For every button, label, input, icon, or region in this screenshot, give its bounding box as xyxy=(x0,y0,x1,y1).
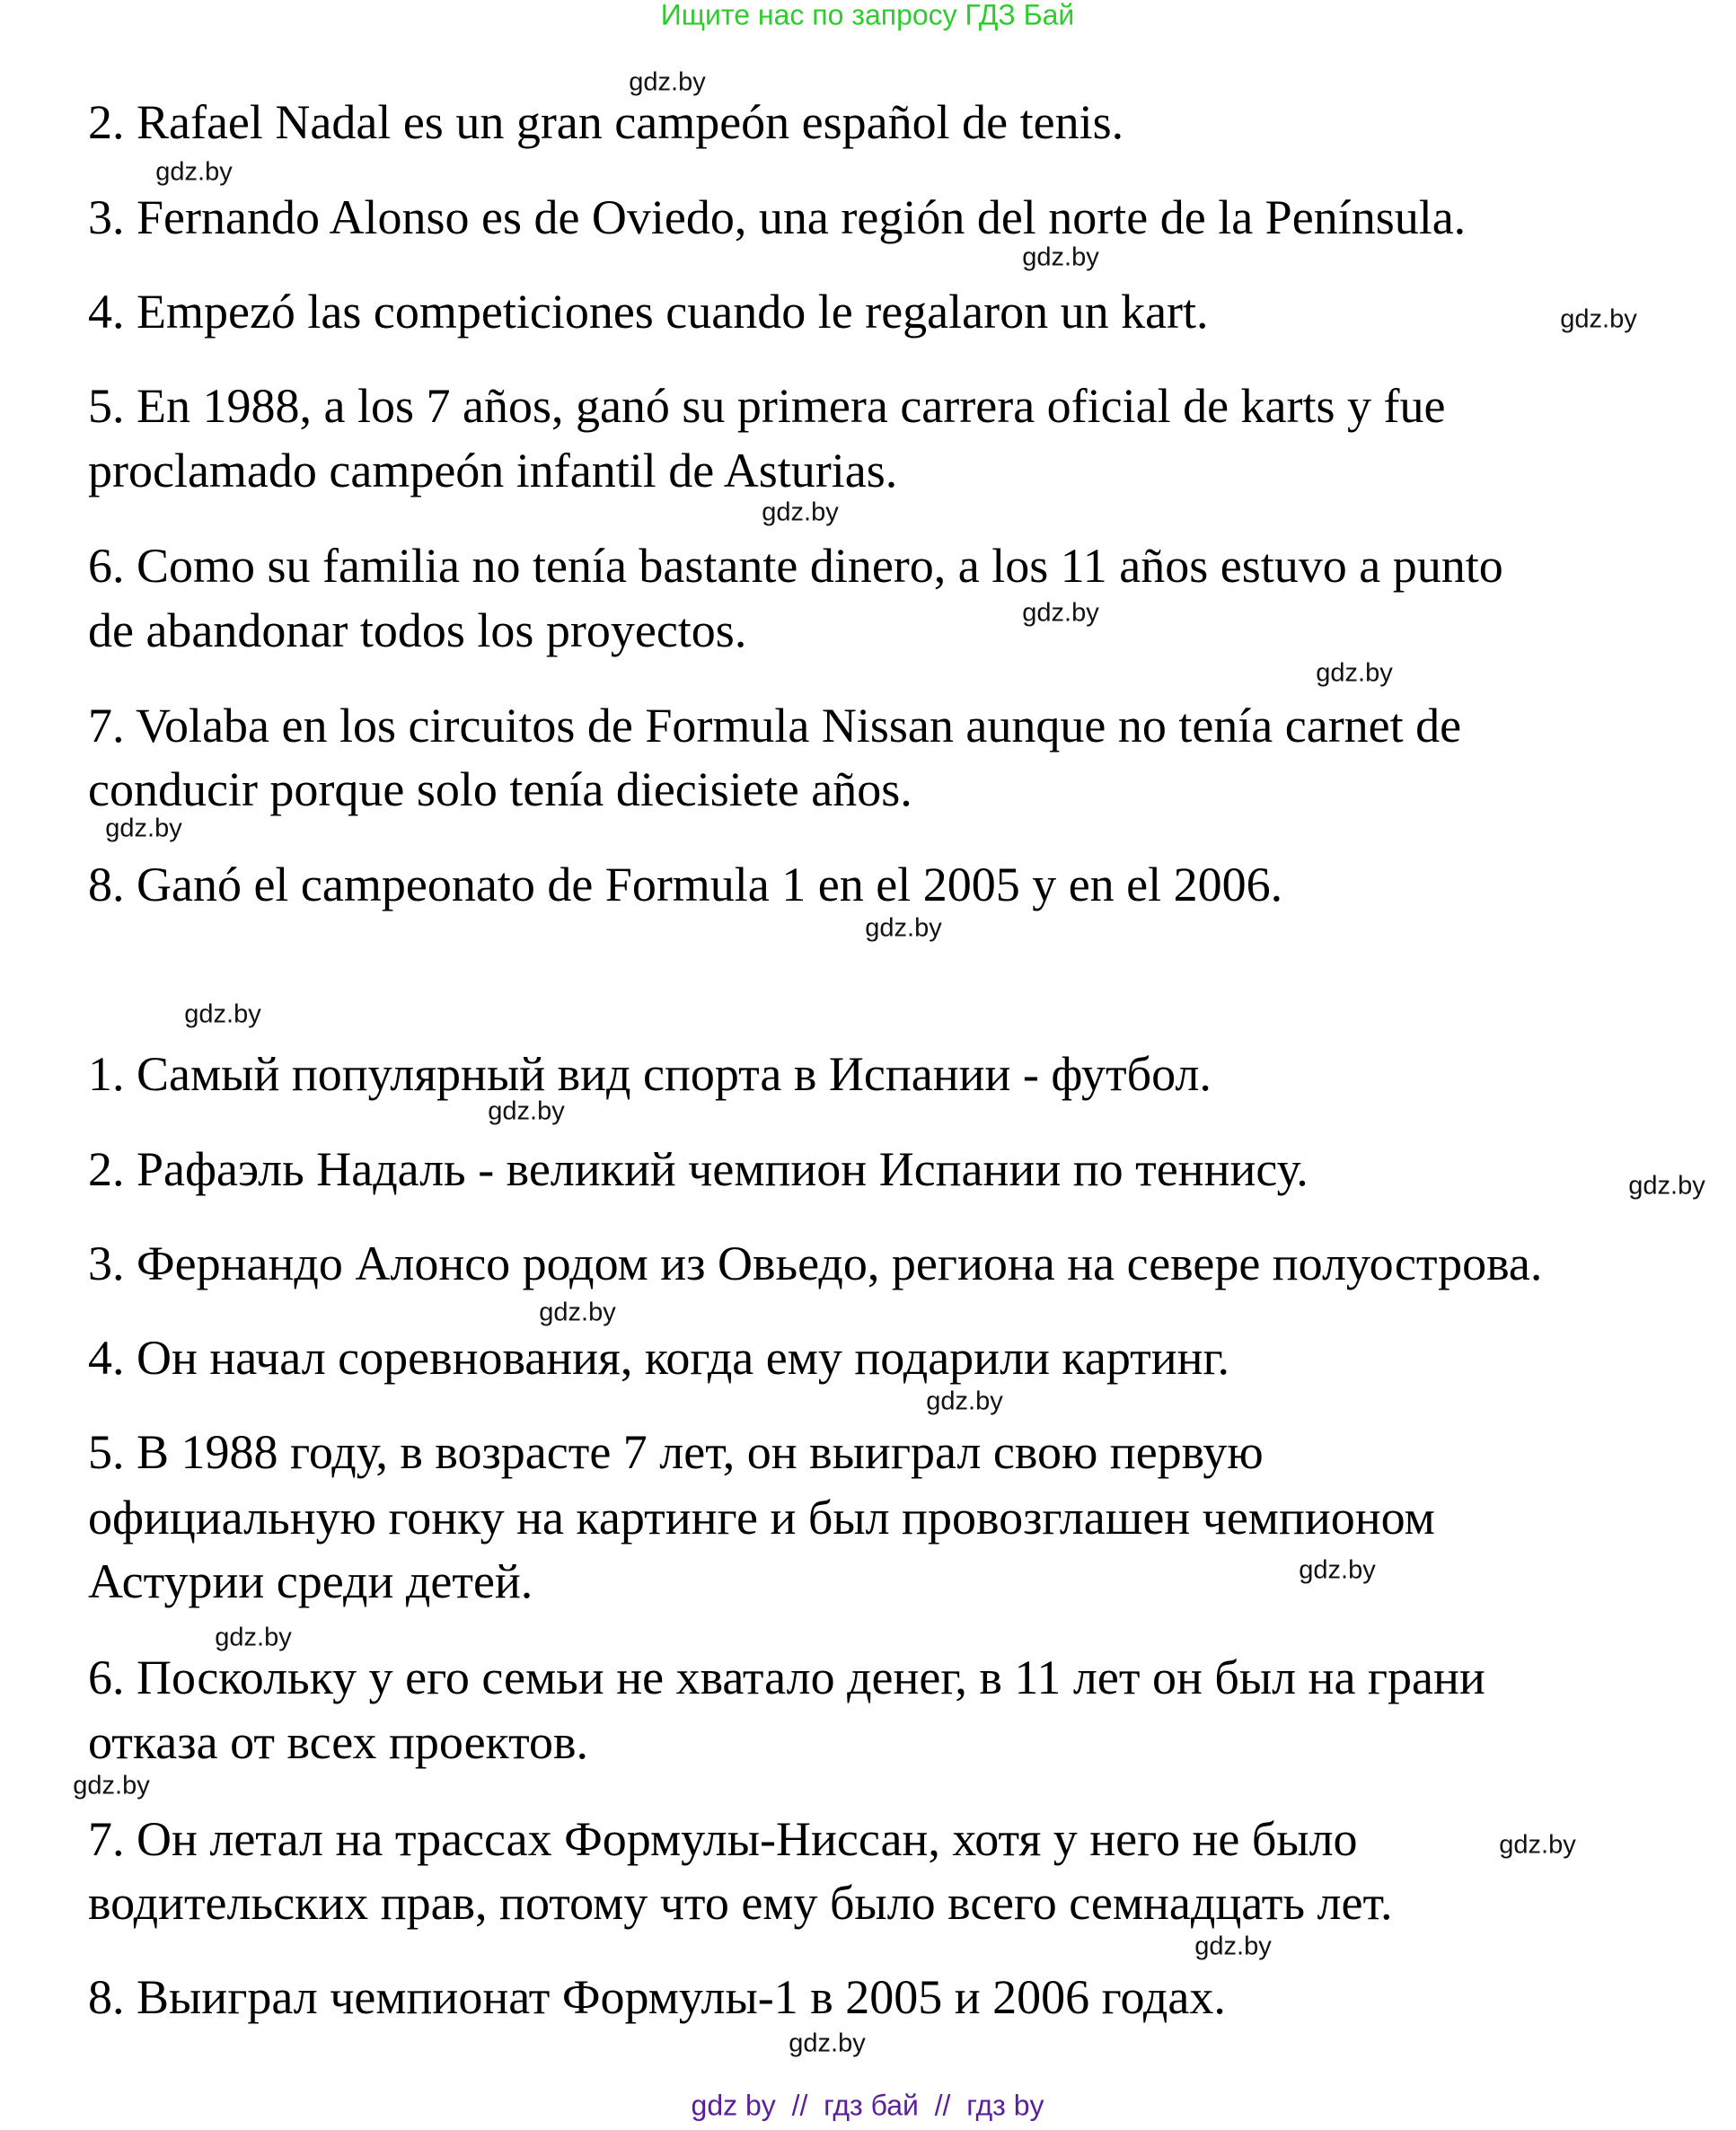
spanish-line: 6. Como su familia no tenía bastante dinero, a los 11 años estuvo a punto xyxy=(88,539,1503,593)
russian-line: 4. Он начал соревнования, когда ему подарили картинг. xyxy=(88,1331,1230,1385)
spanish-line: 2. Rafael Nadal es un gran campeón español de tenis. xyxy=(88,95,1124,149)
spanish-line: 5. En 1988, a los 7 años, ganó su primera carrera oficial de karts y fue xyxy=(88,379,1446,433)
watermark: gdz.by xyxy=(1022,598,1099,628)
watermark: gdz.by xyxy=(1499,1830,1576,1860)
watermark: gdz.by xyxy=(629,67,706,97)
russian-line: 6. Поскольку у его семьи не хватало денег, в 11 лет он был на грани xyxy=(88,1650,1485,1704)
watermark: gdz.by xyxy=(73,1771,150,1800)
watermark: gdz.by xyxy=(865,913,942,943)
watermark: gdz.by xyxy=(184,999,261,1029)
watermark: gdz.by xyxy=(762,497,839,527)
spanish-line: 4. Empezó las competiciones cuando le regalaron un kart. xyxy=(88,285,1209,339)
russian-line: отказа от всех проектов. xyxy=(88,1715,588,1769)
watermark: gdz.by xyxy=(215,1623,292,1652)
russian-line: Астурии среди детей. xyxy=(88,1554,533,1608)
watermark: gdz.by xyxy=(539,1298,616,1327)
spanish-line: conducir porque solo tenía diecisiete años. xyxy=(88,762,912,816)
watermark: gdz.by xyxy=(155,157,233,187)
russian-line: 7. Он летал на трассах Формулы-Ниссан, хотя у него не было xyxy=(88,1812,1358,1866)
russian-line: 5. В 1988 году, в возрасте 7 лет, он выиграл свою первую xyxy=(88,1425,1264,1479)
watermark: gdz.by xyxy=(926,1386,1003,1416)
watermark: gdz.by xyxy=(105,814,182,843)
spanish-line: 8. Ganó el campeonato de Formula 1 en el 2005 y en el 2006. xyxy=(88,858,1283,911)
russian-line: водительских прав, потому что ему было всего семнадцать лет. xyxy=(88,1876,1393,1930)
watermark: gdz.by xyxy=(1628,1171,1705,1201)
watermark: gdz.by xyxy=(1316,658,1393,688)
watermark: gdz.by xyxy=(488,1096,565,1126)
russian-line: 2. Рафаэль Надаль - великий чемпион Испании по теннису. xyxy=(88,1142,1309,1196)
spanish-line: proclamado campeón infantil de Asturias. xyxy=(88,444,898,497)
spanish-line: 3. Fernando Alonso es de Oviedo, una región del norte de la Península. xyxy=(88,190,1467,244)
watermark: gdz.by xyxy=(1560,304,1637,334)
footer-links[interactable]: gdz by // гдз бай // гдз by xyxy=(691,2089,1044,2122)
spanish-line: de abandonar todos los proyectos. xyxy=(88,603,747,657)
spanish-line: 7. Volaba en los circuitos de Formula Nissan aunque no tenía carnet de xyxy=(88,699,1462,753)
russian-line: 1. Самый популярный вид спорта в Испании - футбол. xyxy=(88,1047,1212,1101)
russian-line: 3. Фернандо Алонсо родом из Овьедо, региона на севере полуострова. xyxy=(88,1237,1543,1290)
russian-line: официальную гонку на картинге и был провозглашен чемпионом xyxy=(88,1491,1435,1545)
watermark: gdz.by xyxy=(1022,242,1099,272)
russian-line: 8. Выиграл чемпионат Формулы-1 в 2005 и 2006 годах. xyxy=(88,1970,1226,2024)
watermark: gdz.by xyxy=(1299,1555,1376,1585)
header-banner[interactable]: Ищите нас по запросу ГДЗ Бай xyxy=(660,0,1075,31)
watermark: gdz.by xyxy=(789,2029,866,2058)
watermark: gdz.by xyxy=(1194,1932,1272,1961)
